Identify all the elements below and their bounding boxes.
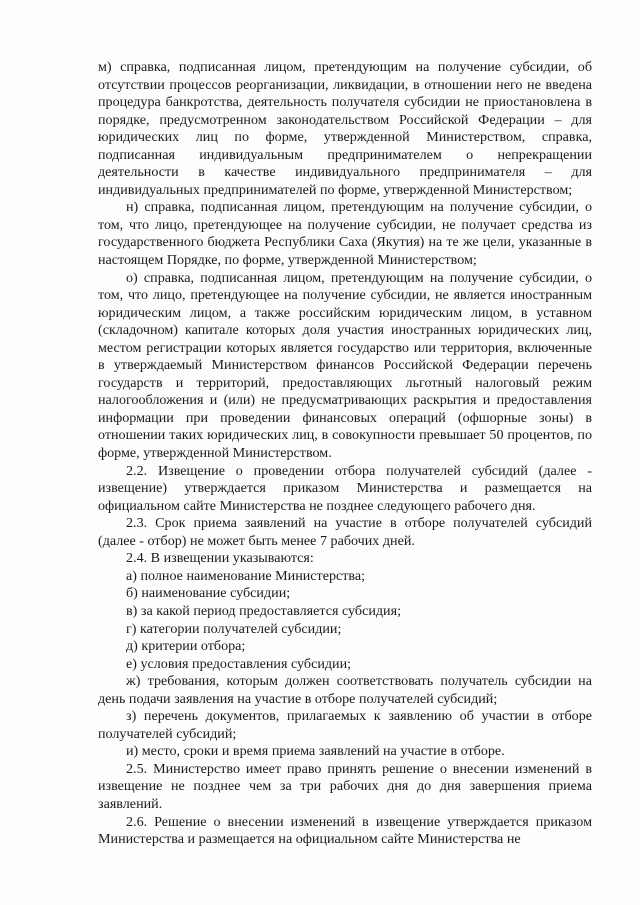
paragraph-clause-2-4-z: з) перечень документов, прилагаемых к заявлению об участии в отборе получателей субсидий; [98, 708, 592, 742]
paragraph-clause-2-2: 2.2. Извещение о проведении отбора получателей субсидий (далее - извещение) утверждается приказом Министерства и размещается на официальном сайте Министерства не позднее следующего рабочего дня. [98, 462, 592, 514]
paragraph-clause-2-4-d: д) критерии отбора; [126, 638, 246, 655]
paragraph-clause-2-4-v: в) за какой период предоставляется субсидия; [126, 602, 401, 619]
paragraph-clause-2-4-e: е) условия предоставления субсидии; [126, 655, 352, 672]
paragraph-clause-2-4-zh: ж) требования, которым должен соответствовать получатель субсидии на день подачи заявления на участие в отборе получателей субсидий; [98, 673, 592, 707]
paragraph-item-n: н) справка, подписанная лицом, претендующим на получение субсидии, о том, что лицо, претендующее на получение субсидии, не получает средства из государственного бюджета Республики Саха (Якутия) на те же цели, указанные в настоящем Порядке, по форме, утвержденной Министерством; [98, 199, 592, 269]
paragraph-item-m: м) справка, подписанная лицом, претендующим на получение субсидии, об отсутствии процессов реорганизации, ликвидации, в отношении него не введена процедура банкротства, деятельность получателя субсидии не приостановлена в порядке, предусмотренном законодательством Российской Федерации – для юридических лиц по форме, утвержденной Министерством, справка, подписанная индивидуальным предпринимателем о непрекращении деятельности в качестве индивидуального предпринимателя – для индивидуальных предпринимателей по форме, утвержденной Министерством; [98, 59, 592, 198]
paragraph-clause-2-4-i: и) место, сроки и время приема заявлений на участие в отборе. [126, 743, 505, 760]
paragraph-item-o: о) справка, подписанная лицом, претендующим на получение субсидии, о том, что лицо, претендующее на получение субсидии, не является иностранным юридическим лицом, а также российским юридическим лицом, в уставном (складочном) капитале которых доля участия иностранных юридических лиц, местом регистрации которых является государство или территория, включенные в утверждаемый Министерством финансов Российской Федерации перечень государств и территорий, предоставляющих льготный налоговый режим налогообложения и (или) не предусматривающих раскрытия и предоставления информации при проведении финансовых операций (офшорные зоны) в отношении таких юридических лиц, в совокупности превышает 50 процентов, по форме, утвержденной Министерством. [98, 269, 592, 462]
paragraph-clause-2-4-b: б) наименование субсидии; [126, 585, 291, 602]
paragraph-clause-2-4-g: г) категории получателей субсидии; [126, 620, 342, 637]
paragraph-clause-2-5: 2.5. Министерство имеет право принять решение о внесении изменений в извещение не позднее чем за три рабочих дня до дня завершения приема заявлений. [98, 760, 592, 812]
paragraph-clause-2-6: 2.6. Решение о внесении изменений в извещение утверждается приказом Министерства и размещается на официальном сайте Министерства не [98, 813, 592, 848]
document-body [98, 59, 592, 849]
paragraph-clause-2-4-a: а) полное наименование Министерства; [126, 567, 366, 584]
paragraph-clause-2-4: 2.4. В извещении указываются: [126, 550, 314, 567]
paragraph-clause-2-3: 2.3. Срок приема заявлений на участие в отборе получателей субсидий (далее - отбор) не может быть менее 7 рабочих дней. [98, 515, 592, 549]
